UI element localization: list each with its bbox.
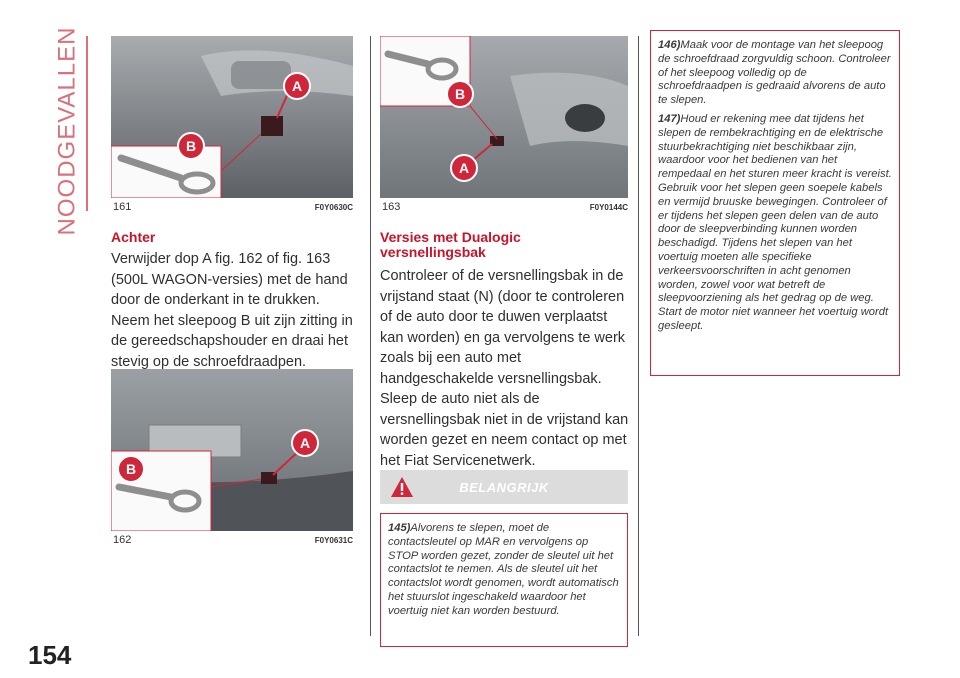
note-text: Alvorens te slepen, moet de contactsleutel op MAR en vervolgens op STOP worden gezet, zonder de sleutel uit het contactslot te nemen. Als de sleutel uit het contactslot wordt genomen, wordt automatisch het stuurslot ingeschakeld waardoor het voertuig niet kan worden bestuurd.	[388, 522, 619, 617]
note-number: 146)	[658, 39, 681, 51]
figure-rear-tow-hook-close	[111, 36, 353, 198]
column-divider	[638, 36, 639, 636]
figure-number: 161	[113, 201, 132, 213]
dualogic-heading-line2: versnellingsbak	[380, 244, 486, 260]
figure-number: 163	[382, 201, 401, 213]
warning-header	[380, 470, 628, 504]
dualogic-heading-line1: Versies met Dualogic	[380, 229, 521, 245]
note-text: Maak voor de montage van het sleepoog de schroefdraad zorgvuldig schoon. Controleer of het sleepoog volledig op de schroefdraadpen is gedraaid alvorens de auto te slepen.	[658, 39, 891, 107]
figure-illustration	[111, 369, 353, 531]
column-divider	[370, 36, 371, 636]
figure-code: F0Y0144C	[589, 203, 628, 212]
callout-a-label: A	[291, 78, 303, 94]
warning-note	[388, 522, 620, 619]
warning-note-box	[380, 513, 628, 647]
dualogic-heading	[380, 230, 521, 260]
callout-b-label: B	[454, 86, 466, 102]
figure-illustration	[111, 36, 353, 198]
achter-text: Verwijder dop A fig. 162 of fig. 163 (500L WAGON-versies) met de hand door de onderkant in te drukken. Neem het sleepoog B uit zijn zitting in de gereedschapshouder en draai het stevig op de schroefdraadpen.	[111, 251, 353, 370]
note-number: 147)	[658, 112, 681, 125]
achter-heading: Achter	[111, 229, 156, 245]
callout-b-label: B	[125, 461, 137, 477]
warning-title: BELANGRIJK	[459, 480, 549, 495]
section-title: NOODGEVALLEN	[53, 26, 81, 236]
note-number: 145)	[388, 522, 411, 534]
figure-code: F0Y0631C	[314, 536, 353, 545]
figure-number: 162	[113, 534, 132, 546]
callout-b-label: B	[185, 138, 197, 154]
note-text: Houd er rekening mee dat tijdens het slepen de rembekrachtiging en de elektrische stuurbekrachtiging niet beschikbaar zijn, waardoor voor het bedienen van het rempedaal en het sturen meer kracht is vereist. Gebruik voor het slepen geen soepele kabels en vermijd bruuske bewegingen. Controleer of er tijdens het slepen geen delen van de auto door de sleepverbinding kunnen worden beschadigd. Tijdens het slepen van het voertuig moeten alle specifieke verkeersvoorschriften in acht genomen worden, zowel voor wat betreft de sleepvoorziening als het gedrag op de weg. Start de motor niet wanneer het voertuig wordt gesleept.	[658, 112, 892, 332]
figure-wagon-tow-hook	[380, 36, 628, 198]
warning-note	[658, 39, 892, 108]
callout-a-label: A	[299, 435, 311, 451]
figure-rear-tow-hook-car	[111, 369, 353, 531]
figure-illustration	[380, 36, 628, 198]
figure-code: F0Y0630C	[314, 203, 353, 212]
section-rule	[86, 36, 88, 211]
warning-note-box	[650, 30, 900, 376]
dualogic-text: Controleer of de versnellingsbak in de vrijstand staat (N) (door te controleren of de auto door te duwen verplaatst kan worden) en ga vervolgens te werk zoals bij een auto met handgeschakelde versnellingsbak. Sleep de auto niet als de versnellingsbak niet in de vrijstand kan worden gezet en neem contact op met het Fiat Servicenetwerk.	[380, 268, 629, 469]
page-number: 154	[28, 640, 72, 670]
callout-a-label: A	[458, 160, 470, 176]
warning-note	[658, 113, 892, 334]
